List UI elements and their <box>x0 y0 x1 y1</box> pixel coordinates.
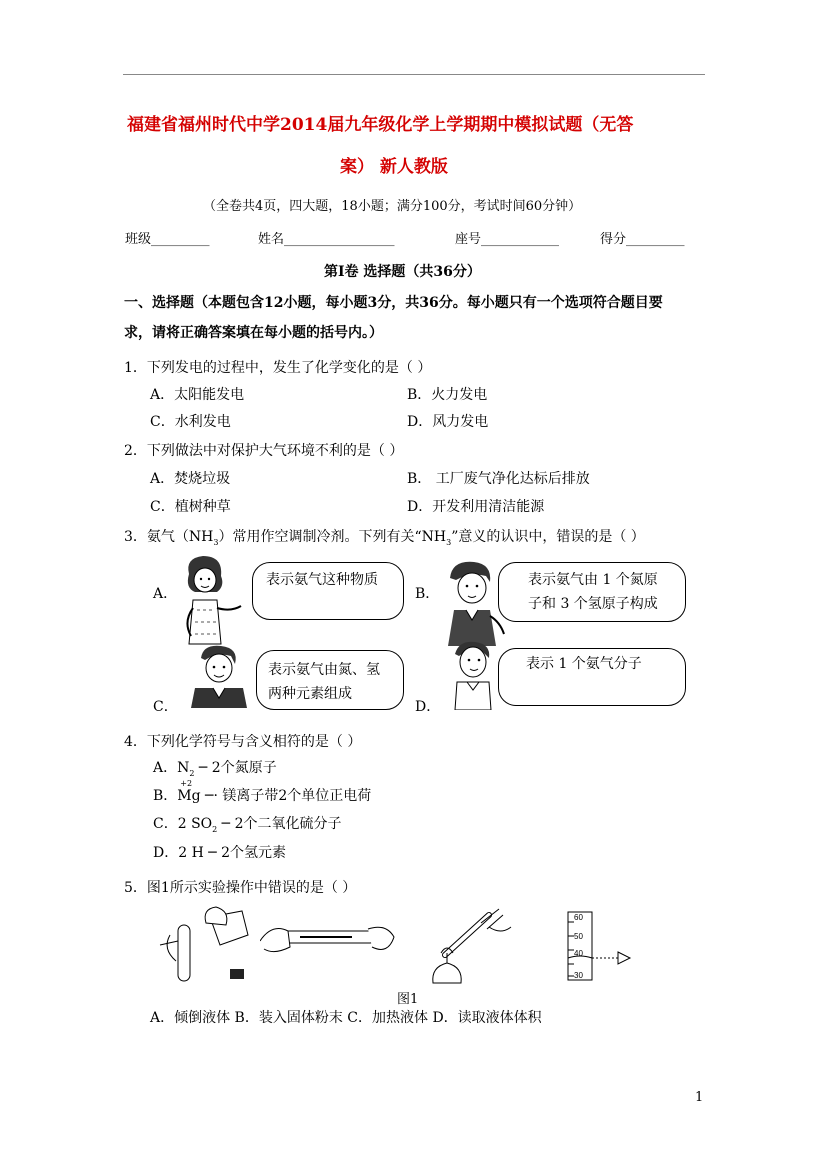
q4-option-b <box>153 779 372 805</box>
q4-a-meaning: ─ 2个氮原子 <box>194 760 277 776</box>
q3-label-a: A． <box>153 586 178 602</box>
exam-info: （全卷共4页，四大题，18小题；满分100分，考试时间60分钟） <box>203 199 582 214</box>
q4-b-label: B． <box>153 788 178 804</box>
scale-label-30: 30 <box>574 971 583 980</box>
class-field: 班级_________ <box>125 232 210 247</box>
q4-c-sub: 2 <box>212 824 218 834</box>
q2-stem: 2．下列做法中对保护大气环境不利的是（ ） <box>124 443 404 459</box>
q4-b-element: Mg <box>177 788 201 804</box>
q2-option-c: C．植树种草 <box>150 499 231 515</box>
q1-stem: 1．下列发电的过程中，发生了化学变化的是（ ） <box>124 360 432 376</box>
q3-label-b: B． <box>415 586 440 602</box>
q1-option-c: C．水利发电 <box>150 414 231 430</box>
scale-label-40: 40 <box>574 949 583 958</box>
name-field: 姓名_________________ <box>258 232 395 247</box>
q3-stem-part1: 3．氨气（NH <box>124 529 214 545</box>
part1-heading: 第Ⅰ卷 选择题（共36分） <box>324 264 481 280</box>
scale-label-60: 60 <box>574 913 583 922</box>
seat-field: 座号____________ <box>455 232 560 247</box>
document-title-line1: 福建省福州时代中学2014届九年级化学上学期期中模拟试题（无答 <box>127 115 634 135</box>
q1-option-d: D．风力发电 <box>407 414 489 430</box>
speech-text-b-line2: 子和 3 个氢原子构成 <box>528 596 658 612</box>
boy-speaker-illustration-c <box>185 642 255 708</box>
q2-option-a: A．焚烧垃圾 <box>150 471 231 487</box>
section1-instructions-line2: 求，请将正确答案填在每小题的括号内。） <box>124 325 383 341</box>
speech-text-b-line1: 表示氨气由 1 个氮原 <box>528 572 658 588</box>
q4-option-a <box>153 757 277 778</box>
q4-b-meaning: ─· 镁离子带2个单位正电荷 <box>200 788 372 804</box>
scale-label-50: 50 <box>574 932 583 941</box>
q4-c-meaning: ─ 2个二氧化硫分子 <box>217 816 342 832</box>
score-field: 得分_________ <box>600 232 685 247</box>
q3-stem <box>124 526 645 547</box>
q3-label-d: D． <box>415 699 441 715</box>
q3-stem-sub2: 3 <box>446 537 452 547</box>
q4-option-d: D．2 H ─ 2个氢元素 <box>153 845 287 861</box>
q5-options: A．倾倒液体 B．装入固体粉末 C．加热液体 D．读取液体体积 <box>150 1010 542 1026</box>
document-title-line2: 案） 新人教版 <box>340 157 448 177</box>
q3-stem-sub1: 3 <box>213 537 219 547</box>
q4-stem: 4．下列化学符号与含义相符的是（ ） <box>124 734 362 750</box>
q3-stem-part3: ”意义的认识中，错误的是（ ） <box>451 529 645 545</box>
loading-powder-illustration <box>260 915 395 965</box>
speech-text-a: 表示氨气这种物质 <box>266 572 378 588</box>
section1-instructions-line1: 一、选择题（本题包含12小题，每小题3分，共36分。每小题只有一个选项符合题目要 <box>124 295 663 311</box>
heating-liquid-illustration <box>425 905 515 985</box>
q1-option-a: A．太阳能发电 <box>150 387 245 403</box>
q4-option-c <box>153 813 341 834</box>
boy-speaker-illustration-d <box>445 638 500 710</box>
speech-text-c-line1: 表示氨气由氮、氢 <box>268 662 380 678</box>
q4-a-formula: A．N <box>153 760 190 776</box>
speech-text-d: 表示 1 个氨气分子 <box>526 656 642 672</box>
header-rule <box>123 74 705 75</box>
q4-c-formula: C．2 SO <box>153 816 213 832</box>
pouring-liquid-illustration <box>150 905 260 985</box>
q4-a-sub: 2 <box>189 768 195 778</box>
q1-option-b: B．火力发电 <box>407 387 488 403</box>
figure-caption: 图1 <box>397 992 419 1007</box>
q2-option-b: B． 工厂废气净化达标后排放 <box>407 471 590 487</box>
q2-option-d: D．开发利用清洁能源 <box>407 499 545 515</box>
q3-stem-part2: ）常用作空调制冷剂。下列有关“NH <box>218 529 447 545</box>
q3-label-c: C． <box>153 699 178 715</box>
q4-b-valence: +2 <box>180 779 193 788</box>
speech-text-c-line2: 两种元素组成 <box>268 686 352 702</box>
q5-stem: 5．图1所示实验操作中错误的是（ ） <box>124 880 357 896</box>
page-number: 1 <box>695 1090 704 1105</box>
cylinder-reading-illustration <box>560 910 635 982</box>
